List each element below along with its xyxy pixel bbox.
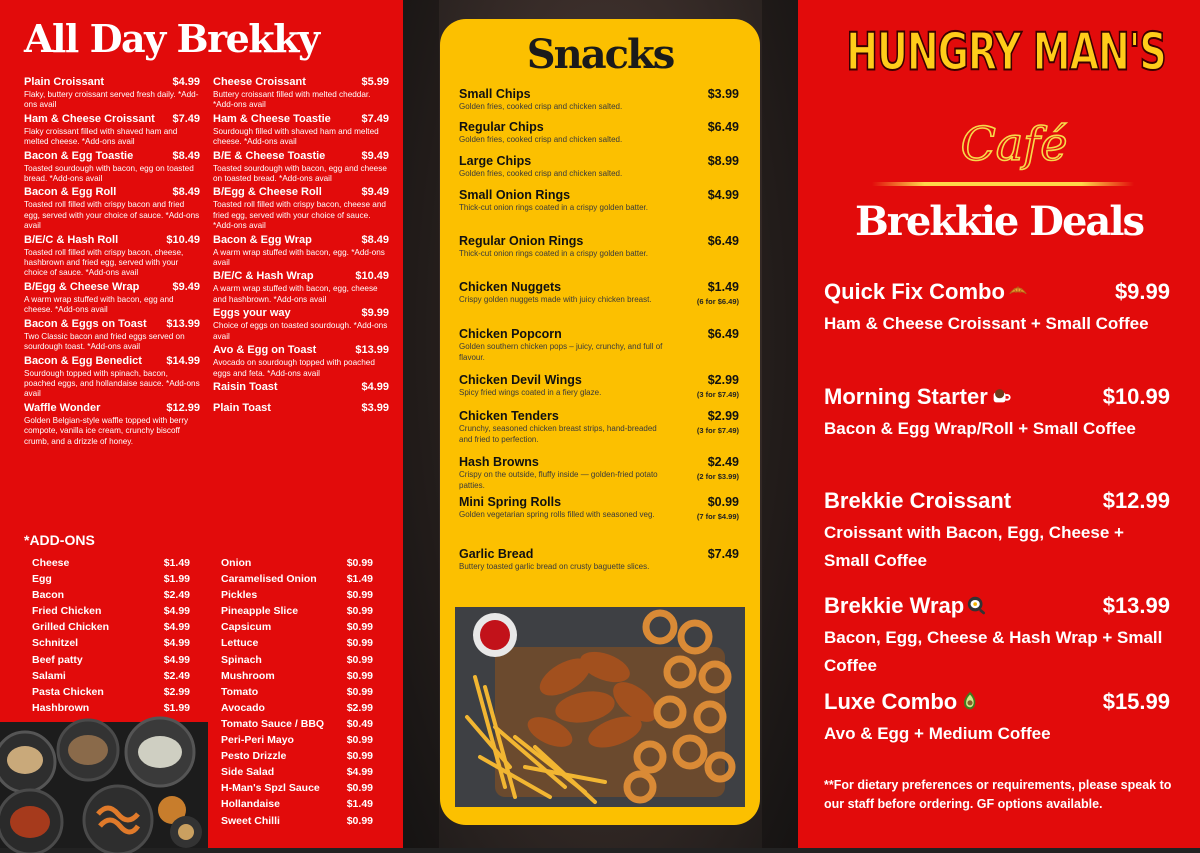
menu-item-header bbox=[213, 402, 389, 415]
addon-name: Mushroom bbox=[221, 669, 275, 682]
snack-price: $6.49 bbox=[707, 234, 739, 248]
menu-item bbox=[213, 150, 389, 185]
deal-description: Avo & Egg + Medium Coffee bbox=[824, 724, 1051, 743]
addon-price: $0.99 bbox=[346, 669, 373, 682]
menu-item bbox=[213, 344, 389, 379]
deal-item bbox=[824, 487, 1170, 575]
deal-description: Croissant with Bacon, Egg, Cheese + Small Coffee bbox=[824, 523, 1124, 570]
addon-name: Onion bbox=[221, 557, 252, 569]
menu-item-header bbox=[24, 318, 200, 331]
deal-price: $15.99 bbox=[1102, 689, 1170, 714]
snack-name: Small Onion Rings bbox=[459, 188, 571, 202]
menu-item-name: Eggs your way bbox=[213, 307, 291, 320]
deal-item bbox=[824, 278, 1170, 338]
menu-item-description: A warm wrap stuffed with bacon, egg, cheese and hashbrown. *Add-ons avail bbox=[213, 284, 378, 304]
menu-item bbox=[213, 381, 389, 394]
menu-item-name: B/E & Cheese Toastie bbox=[213, 149, 326, 162]
menu-item-price: $7.49 bbox=[361, 112, 389, 125]
deal-price: $9.99 bbox=[1114, 279, 1170, 304]
snack-description: Golden southern chicken pops – juicy, crunchy, and full of flavour. bbox=[459, 342, 663, 362]
deal-header bbox=[824, 278, 1170, 306]
menu-item-price: $8.49 bbox=[361, 233, 389, 246]
snack-item-header bbox=[459, 495, 739, 510]
menu-item-description: Sourdough topped with spinach, bacon, poached eggs, and hollandaise sauce. *Add-ons avail bbox=[24, 368, 200, 399]
menu-item bbox=[213, 270, 389, 305]
menu-item bbox=[24, 234, 200, 279]
deal-title bbox=[824, 278, 1029, 306]
snack-item-header bbox=[459, 154, 739, 169]
frying-pan-icon bbox=[964, 593, 988, 618]
menu-item-name: Ham & Cheese Croissant bbox=[24, 112, 155, 125]
snack-description: Golden fries, cooked crisp and chicken salted. bbox=[459, 169, 623, 178]
menu-item-name: B/Egg & Cheese Wrap bbox=[24, 280, 140, 293]
addon-name: Avocado bbox=[221, 701, 265, 714]
snack-description: Golden vegetarian spring rolls filled with seasoned veg. bbox=[459, 510, 655, 519]
addon-name: Pineapple Slice bbox=[221, 605, 299, 618]
snack-name: Mini Spring Rolls bbox=[459, 495, 562, 509]
deal-title bbox=[824, 592, 988, 620]
snack-name: Regular Chips bbox=[459, 120, 544, 134]
deal-header bbox=[824, 688, 1170, 716]
menu-item-name: Cheese Croissant bbox=[213, 76, 306, 88]
addon-name: Hashbrown bbox=[32, 701, 90, 714]
addon-row bbox=[221, 652, 373, 668]
addon-price: $1.99 bbox=[163, 701, 190, 714]
snack-item-header bbox=[459, 547, 739, 562]
menu-item bbox=[24, 355, 200, 400]
snack-bulk-price: (6 for $6.49) bbox=[696, 297, 739, 306]
menu-item-description: Flaky, buttery croissant served fresh daily. *Add-ons avail bbox=[24, 90, 199, 110]
addon-row bbox=[221, 700, 373, 716]
menu-item-price: $13.99 bbox=[166, 317, 200, 330]
menu-item bbox=[24, 318, 200, 353]
brekkie-deals-title: Brekkie Deals bbox=[854, 198, 1144, 245]
addon-name: Tomato Sauce / BBQ bbox=[221, 717, 325, 730]
addon-price: $0.49 bbox=[346, 717, 373, 730]
deal-price: $13.99 bbox=[1102, 593, 1170, 618]
deal-item bbox=[824, 383, 1170, 443]
addon-name: Pesto Drizzle bbox=[221, 750, 287, 763]
menu-item-description: A warm wrap stuffed with bacon, egg and cheese. *Add-ons avail bbox=[24, 294, 174, 315]
deal-name: Quick Fix Combo bbox=[824, 279, 1005, 304]
menu-item-price: $4.99 bbox=[172, 76, 200, 88]
addon-name: Pasta Chicken bbox=[32, 685, 104, 698]
brekky-column-1 bbox=[24, 76, 200, 449]
menu-item-description: Choice of eggs on toasted sourdough. *Add-ons avail bbox=[213, 321, 388, 341]
menu-item bbox=[24, 402, 200, 447]
menu-item-header bbox=[24, 113, 200, 126]
addon-row bbox=[221, 587, 373, 603]
snack-item-header bbox=[459, 455, 739, 470]
addon-name: Caramelised Onion bbox=[221, 573, 317, 586]
snack-description: Crispy golden nuggets made with juicy chicken breast. bbox=[459, 295, 652, 304]
menu-item bbox=[213, 113, 389, 148]
snack-description: Buttery toasted garlic bread on crusty baguette slices. bbox=[459, 562, 650, 571]
addon-row bbox=[32, 619, 190, 635]
snack-item bbox=[459, 547, 739, 573]
snack-name: Chicken Popcorn bbox=[459, 327, 562, 341]
addon-row bbox=[221, 635, 373, 651]
menu-item-price: $3.99 bbox=[361, 401, 389, 414]
menu-item-name: Ham & Cheese Toastie bbox=[213, 112, 331, 125]
snack-description: Spicy fried wings coated in a fiery glaze. bbox=[459, 388, 602, 397]
menu-item bbox=[24, 76, 200, 111]
snacks-food-photo bbox=[455, 607, 745, 807]
snack-item bbox=[459, 373, 739, 399]
snack-item bbox=[459, 120, 739, 146]
addon-price: $4.99 bbox=[163, 653, 190, 666]
addon-price: $2.49 bbox=[163, 669, 190, 682]
menu-item-description: A warm wrap stuffed with bacon, egg. *Add-ons avail bbox=[213, 247, 385, 268]
addon-price: $4.99 bbox=[163, 621, 190, 634]
snack-description: Crispy on the outside, fluffy inside — golden-fried potato patties. bbox=[459, 470, 658, 490]
addon-row bbox=[221, 796, 373, 812]
menu-item-price: $14.99 bbox=[166, 354, 200, 367]
brekkie-deals-panel bbox=[798, 0, 1200, 848]
snacks-card bbox=[440, 19, 760, 825]
snack-name: Large Chips bbox=[459, 154, 532, 168]
snack-price: $3.99 bbox=[707, 87, 739, 101]
addon-price: $0.99 bbox=[346, 750, 373, 763]
snack-price: $6.49 bbox=[707, 327, 739, 341]
snack-item-header bbox=[459, 327, 739, 342]
menu-item-header bbox=[24, 355, 200, 368]
menu-item bbox=[24, 113, 200, 148]
snack-item-header bbox=[459, 409, 739, 424]
avocado-icon bbox=[957, 689, 981, 714]
menu-item bbox=[213, 402, 389, 415]
addon-name: Schnitzel bbox=[32, 637, 79, 650]
addon-row bbox=[32, 684, 190, 700]
addon-name: Side Salad bbox=[221, 766, 275, 779]
menu-item-description: Golden Belgian-style waffle topped with berry compote, vanilla ice cream, crunchy biscoff crumb, and a drizzle of honey. bbox=[24, 415, 189, 446]
deal-name: Morning Starter bbox=[824, 384, 988, 409]
menu-item-header bbox=[213, 381, 389, 394]
menu-item-price: $8.49 bbox=[172, 149, 200, 162]
snack-item bbox=[459, 495, 739, 521]
addon-name: Spinach bbox=[221, 653, 262, 666]
menu-item-header bbox=[213, 234, 389, 247]
snack-price: $0.99 bbox=[707, 495, 739, 509]
addon-price: $1.49 bbox=[163, 557, 190, 569]
menu-item-description: Toasted sourdough with bacon, egg on toasted bread. *Add-ons avail bbox=[24, 163, 194, 184]
addon-price: $0.99 bbox=[346, 621, 373, 634]
menu-item bbox=[213, 76, 389, 111]
snack-item bbox=[459, 87, 739, 113]
addon-name: H-Man's Spzl Sauce bbox=[221, 782, 320, 795]
deal-item bbox=[824, 688, 1170, 748]
deal-title bbox=[824, 688, 981, 716]
logo-hungry-mans-text: HUNGRY MAN'S bbox=[846, 21, 1166, 82]
addon-row bbox=[221, 764, 373, 780]
snack-name: Small Chips bbox=[459, 87, 531, 101]
snack-item bbox=[459, 188, 739, 214]
snack-item-header bbox=[459, 120, 739, 135]
addon-row bbox=[32, 571, 190, 587]
snack-price: $2.99 bbox=[707, 409, 739, 423]
snack-description: Golden fries, cooked crisp and chicken salted. bbox=[459, 102, 623, 111]
addon-price: $0.99 bbox=[346, 605, 373, 618]
menu-item-header bbox=[213, 76, 389, 89]
snack-description: Thick-cut onion rings coated in a crispy golden batter. bbox=[459, 249, 648, 258]
snack-item-header bbox=[459, 188, 739, 203]
addon-price: $0.99 bbox=[346, 589, 373, 602]
menu-item-header bbox=[213, 270, 389, 283]
dietary-footnote: **For dietary preferences or requirements, please speak to our staff before ordering. GF options available. bbox=[824, 778, 1172, 811]
snack-name: Chicken Tenders bbox=[459, 409, 559, 423]
menu-item-name: Bacon & Egg Benedict bbox=[24, 354, 142, 367]
menu-item-price: $10.49 bbox=[166, 233, 200, 246]
snack-item-header bbox=[459, 373, 739, 388]
addon-name: Bacon bbox=[32, 589, 65, 602]
snack-name: Garlic Bread bbox=[459, 547, 534, 561]
addon-price: $0.99 bbox=[346, 653, 373, 666]
addon-name: Pickles bbox=[221, 589, 258, 602]
deal-name: Brekkie Croissant bbox=[824, 488, 1012, 513]
menu-item-name: Plain Croissant bbox=[24, 76, 105, 88]
deal-item bbox=[824, 592, 1170, 680]
addon-price: $2.99 bbox=[163, 685, 190, 698]
menu-item-description: Toasted sourdough with bacon, egg and cheese on toasted bread. *Add-ons avail bbox=[213, 163, 387, 184]
deal-description: Ham & Cheese Croissant + Small Coffee bbox=[824, 314, 1149, 333]
snack-description: Crunchy, seasoned chicken breast strips, hand-breaded and fried to perfection. bbox=[459, 424, 657, 444]
menu-item-name: B/E/C & Hash Roll bbox=[24, 233, 119, 246]
deal-description: Bacon & Egg Wrap/Roll + Small Coffee bbox=[824, 419, 1136, 438]
snack-item-header bbox=[459, 234, 739, 249]
menu-item-description: Toasted roll filled with crispy bacon, cheese and fried egg, served with your choice of sauce. *Add-ons avail bbox=[213, 200, 386, 231]
menu-item bbox=[213, 307, 389, 342]
addon-price: $4.99 bbox=[163, 637, 190, 650]
addon-row bbox=[32, 555, 190, 571]
snack-item bbox=[459, 409, 739, 445]
menu-item-price: $13.99 bbox=[355, 344, 389, 357]
snack-item-header bbox=[459, 87, 739, 102]
addon-price: $2.49 bbox=[163, 589, 190, 602]
menu-item-header bbox=[24, 186, 200, 199]
logo-cafe-text: Café bbox=[960, 117, 1068, 171]
menu-item-name: B/Egg & Cheese Roll bbox=[213, 186, 322, 199]
brekky-column-2 bbox=[213, 76, 389, 423]
snack-bulk-price: (3 for $7.49) bbox=[696, 426, 739, 435]
menu-item bbox=[24, 186, 200, 231]
menu-item-price: $9.99 bbox=[361, 307, 389, 320]
addon-name: Peri-Peri Mayo bbox=[221, 734, 294, 747]
deal-header bbox=[824, 383, 1170, 411]
logo-divider bbox=[872, 182, 1134, 186]
menu-item-price: $10.49 bbox=[355, 270, 389, 283]
addon-row bbox=[32, 668, 190, 684]
menu-item-header bbox=[24, 402, 200, 415]
addon-name: Fried Chicken bbox=[32, 605, 102, 618]
snack-name: Regular Onion Rings bbox=[459, 234, 584, 248]
addon-price: $0.99 bbox=[346, 734, 373, 747]
all-day-brekky-panel bbox=[0, 0, 403, 848]
addon-price: $0.99 bbox=[346, 557, 373, 569]
breakfast-food-photo bbox=[0, 722, 208, 848]
menu-item-description: Two Classic bacon and fried eggs served on sourdough toast. *Add-ons avail bbox=[24, 331, 185, 352]
menu-item-header bbox=[24, 281, 200, 294]
all-day-brekky-title: All Day Brekky bbox=[24, 16, 319, 61]
addon-row bbox=[221, 716, 373, 732]
addon-name: Hollandaise bbox=[221, 798, 280, 811]
deal-name: Luxe Combo bbox=[824, 689, 958, 714]
menu-item-description: Flaky croissant filled with shaved ham and melted cheese. *Add-ons avail bbox=[24, 126, 178, 147]
snack-description: Golden fries, cooked crisp and chicken salted. bbox=[459, 135, 623, 144]
snack-price: $7.49 bbox=[707, 547, 739, 561]
addon-row bbox=[32, 587, 190, 603]
addon-price: $4.99 bbox=[163, 605, 190, 618]
snack-name: Hash Browns bbox=[459, 455, 539, 469]
addon-price: $0.99 bbox=[346, 685, 373, 698]
menu-item bbox=[24, 281, 200, 316]
menu-item-price: $12.99 bbox=[166, 401, 200, 414]
menu-item-name: Bacon & Egg Toastie bbox=[24, 149, 134, 162]
deal-title bbox=[824, 487, 1011, 515]
menu-item-header bbox=[213, 113, 389, 126]
addon-row bbox=[221, 571, 373, 587]
menu-item-name: Raisin Toast bbox=[213, 380, 278, 393]
snack-price: $4.99 bbox=[707, 188, 739, 202]
snack-bulk-price: (2 for $3.99) bbox=[696, 472, 739, 481]
menu-item-price: $8.49 bbox=[172, 186, 200, 199]
addon-row bbox=[221, 732, 373, 748]
snack-item bbox=[459, 154, 739, 180]
menu-item-name: B/E/C & Hash Wrap bbox=[213, 270, 314, 283]
menu-item-name: Bacon & Eggs on Toast bbox=[24, 317, 147, 330]
addon-name: Tomato bbox=[221, 685, 259, 698]
addon-row bbox=[221, 780, 373, 796]
menu-item-description: Toasted roll filled with crispy bacon and fried egg, served with your choice of sauce. *Add-ons avail bbox=[24, 200, 200, 231]
snack-item bbox=[459, 327, 739, 363]
snack-description: Thick-cut onion rings coated in a crispy golden batter. bbox=[459, 203, 648, 212]
menu-item bbox=[213, 186, 389, 231]
background-shade bbox=[403, 0, 439, 848]
addon-row bbox=[32, 603, 190, 619]
addon-name: Egg bbox=[32, 573, 52, 586]
menu-item-name: Bacon & Egg Wrap bbox=[213, 233, 312, 246]
addon-row bbox=[221, 668, 373, 684]
menu-item-header bbox=[24, 76, 200, 89]
addon-row bbox=[32, 700, 190, 716]
addon-row bbox=[221, 555, 373, 571]
addon-row bbox=[221, 684, 373, 700]
addon-row bbox=[221, 813, 373, 829]
menu-item-name: Avo & Egg on Toast bbox=[213, 344, 317, 357]
snack-item bbox=[459, 455, 739, 491]
addon-row bbox=[221, 603, 373, 619]
addon-name: Grilled Chicken bbox=[32, 621, 110, 634]
snack-price: $2.99 bbox=[707, 373, 739, 387]
snack-item bbox=[459, 280, 739, 306]
addon-price: $0.99 bbox=[346, 637, 373, 650]
addon-row bbox=[221, 619, 373, 635]
deal-price: $10.99 bbox=[1102, 384, 1170, 409]
menu-item-header bbox=[213, 186, 389, 199]
snack-price: $2.49 bbox=[707, 455, 739, 469]
addon-row bbox=[32, 635, 190, 651]
background-shade bbox=[762, 0, 798, 848]
menu-item-header bbox=[213, 344, 389, 357]
menu-item-price: $9.49 bbox=[361, 186, 389, 199]
deal-title bbox=[824, 383, 1012, 411]
addon-row bbox=[32, 652, 190, 668]
menu-item-price: $9.49 bbox=[172, 280, 200, 293]
snacks-panel bbox=[403, 0, 798, 848]
snack-price: $8.99 bbox=[707, 154, 739, 168]
addon-row bbox=[221, 748, 373, 764]
snack-price: $1.49 bbox=[707, 280, 739, 294]
addon-price: $2.99 bbox=[346, 701, 373, 714]
menu-item-description: Buttery croissant filled with melted cheddar. *Add-ons avail bbox=[213, 90, 371, 110]
addon-price: $0.99 bbox=[346, 782, 373, 795]
addon-name: Salami bbox=[32, 669, 66, 682]
menu-item-header bbox=[213, 307, 389, 320]
snack-bulk-price: (7 for $4.99) bbox=[696, 512, 739, 521]
addon-name: Sweet Chilli bbox=[221, 814, 280, 827]
menu-item-price: $4.99 bbox=[361, 380, 389, 393]
snacks-title: Snacks bbox=[526, 31, 674, 78]
deal-description: Bacon, Egg, Cheese & Hash Wrap + Small Coffee bbox=[824, 628, 1163, 675]
menu-item-price: $9.49 bbox=[361, 149, 389, 162]
addon-price: $1.49 bbox=[346, 573, 373, 586]
addons-title: *ADD-ONS bbox=[24, 532, 95, 548]
addon-name: Cheese bbox=[32, 557, 70, 569]
addon-price: $1.49 bbox=[346, 798, 373, 811]
menu-item-header bbox=[213, 150, 389, 163]
menu-item-name: Plain Toast bbox=[213, 401, 271, 414]
deal-price: $12.99 bbox=[1102, 488, 1170, 513]
addon-price: $0.99 bbox=[346, 814, 373, 827]
snack-name: Chicken Devil Wings bbox=[459, 373, 582, 387]
menu-item bbox=[24, 150, 200, 185]
hungry-mans-cafe-logo bbox=[846, 10, 1166, 171]
deal-header bbox=[824, 487, 1170, 515]
addon-name: Capsicum bbox=[221, 621, 272, 634]
menu-item-name: Waffle Wonder bbox=[24, 401, 101, 414]
addons-column-2 bbox=[221, 555, 373, 829]
addons-column-1 bbox=[32, 555, 190, 716]
menu-item-header bbox=[24, 150, 200, 163]
menu-item-description: Toasted roll filled with crispy bacon, cheese, hashbrown and fried egg, served with your choice of sauce. *Add-ons avail bbox=[24, 247, 184, 278]
addon-name: Lettuce bbox=[221, 637, 259, 650]
addon-price: $4.99 bbox=[346, 766, 373, 779]
menu-item bbox=[213, 234, 389, 269]
menu-item-description: Sourdough filled with shaved ham and melted cheese. *Add-ons avail bbox=[213, 126, 379, 147]
addon-price: $1.99 bbox=[163, 573, 190, 586]
deal-name: Brekkie Wrap bbox=[824, 593, 965, 618]
addon-name: Beef patty bbox=[32, 653, 83, 666]
snack-name: Chicken Nuggets bbox=[459, 280, 562, 294]
menu-item-name: Bacon & Egg Roll bbox=[24, 186, 117, 199]
snack-item-header bbox=[459, 280, 739, 295]
snack-item bbox=[459, 234, 739, 260]
snack-price: $6.49 bbox=[707, 120, 739, 134]
croissant-icon bbox=[1005, 279, 1029, 304]
menu-item-price: $7.49 bbox=[172, 112, 200, 125]
deal-header bbox=[824, 592, 1170, 620]
snack-bulk-price: (3 for $7.49) bbox=[696, 390, 739, 399]
menu-item-description: Avocado on sourdough topped with poached eggs and feta. *Add-ons avail bbox=[213, 358, 375, 378]
menu-item-header bbox=[24, 234, 200, 247]
coffee-icon bbox=[988, 384, 1012, 409]
menu-item-price: $5.99 bbox=[361, 76, 389, 88]
